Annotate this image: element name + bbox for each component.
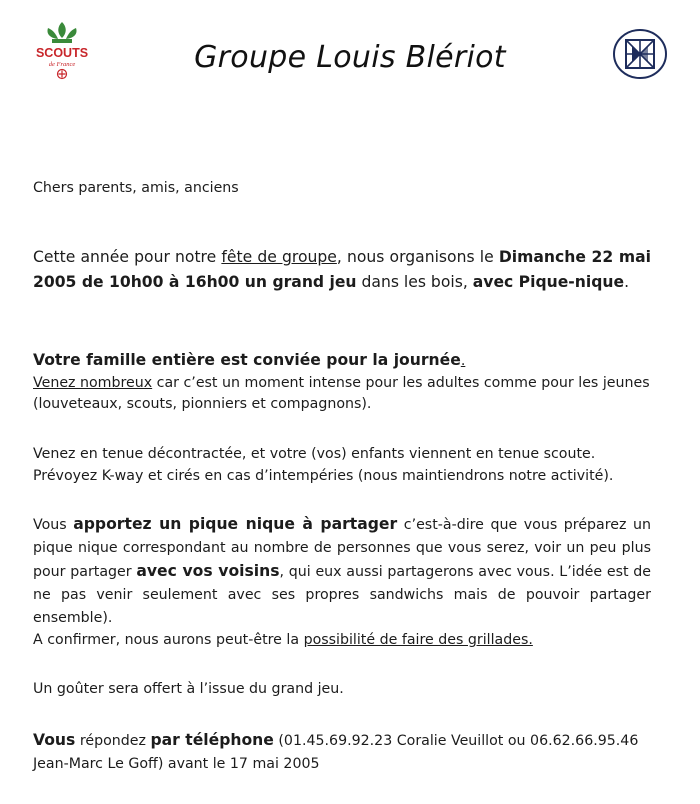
paragraph-family xyxy=(33,350,651,416)
p1-text-4: . xyxy=(624,273,630,291)
p5-underlined: possibilité de faire des grillades. xyxy=(303,632,533,648)
p1-text-3: dans les bois, xyxy=(356,273,473,291)
paragraph-rsvp xyxy=(33,729,651,776)
paragraph-picnic xyxy=(33,513,651,630)
p7-text-2: (01.45.69.92.23 Coralie Veuillot ou 06.62.66.95.46 Jean-Marc Le Goff) avant le 17 mai 2005 xyxy=(33,733,639,772)
p2-underlined: Venez nombreux xyxy=(33,374,153,391)
p2-dot: . xyxy=(460,353,466,369)
p1-bold-picnic: avec Pique-nique xyxy=(472,273,625,291)
logo-sub-text: de France xyxy=(48,61,76,68)
logo-main-text: SCOUTS xyxy=(35,46,89,60)
p4-text-3: , qui eux aussi partagerons avec vous. L’idée est de ne pas venir seulement avec ses propres sandwichs mais de pouvoir partager ensemble). xyxy=(33,564,651,626)
p4-text-2: c’est-à-dire que vous préparez un pique nique correspondant au nombre de personnes que vous serez, voir un peu plus pour partager xyxy=(33,517,651,580)
p7-bold-2: par téléphone xyxy=(150,731,274,749)
p7-text-1: répondez xyxy=(75,733,151,749)
p2-text: car c’est un moment intense pour les adultes comme pour les jeunes (louveteaux, scouts, pionniers et compagnons). xyxy=(33,374,650,412)
p4-text-1: Vous xyxy=(33,517,74,533)
greeting: Chers parents, amis, anciens xyxy=(33,180,239,196)
p7-bold-1: Vous xyxy=(33,731,76,749)
p4-bold-1: apportez un pique nique à partager xyxy=(73,515,398,533)
paragraph-snack: Un goûter sera offert à l’issue du grand jeu. xyxy=(33,681,344,697)
p1-text-2: , nous organisons le xyxy=(336,248,499,266)
p4-bold-2: avec vos voisins xyxy=(136,562,280,580)
p1-underlined: fête de groupe xyxy=(221,248,337,266)
p1-bold-date: Dimanche 22 mai 2005 de 10h00 à 16h00 un grand jeu xyxy=(33,248,651,291)
paragraph-grill xyxy=(33,630,651,652)
paragraph-dress: Venez en tenue décontractée, et votre (vos) enfants viennent en tenue scoute. Prévoyez K-way et cirés en cas d’intempéries (nous maintiendrons notre activité). xyxy=(33,446,614,484)
page-title: Groupe Louis Blériot xyxy=(194,40,506,75)
p1-text-1: Cette année pour notre xyxy=(33,248,222,266)
paragraph-event xyxy=(33,245,651,295)
p2-bold: Votre famille entière est conviée pour la journée xyxy=(33,351,461,369)
p5-text: A confirmer, nous aurons peut-être la xyxy=(33,632,304,648)
group-emblem-logo xyxy=(612,28,668,80)
